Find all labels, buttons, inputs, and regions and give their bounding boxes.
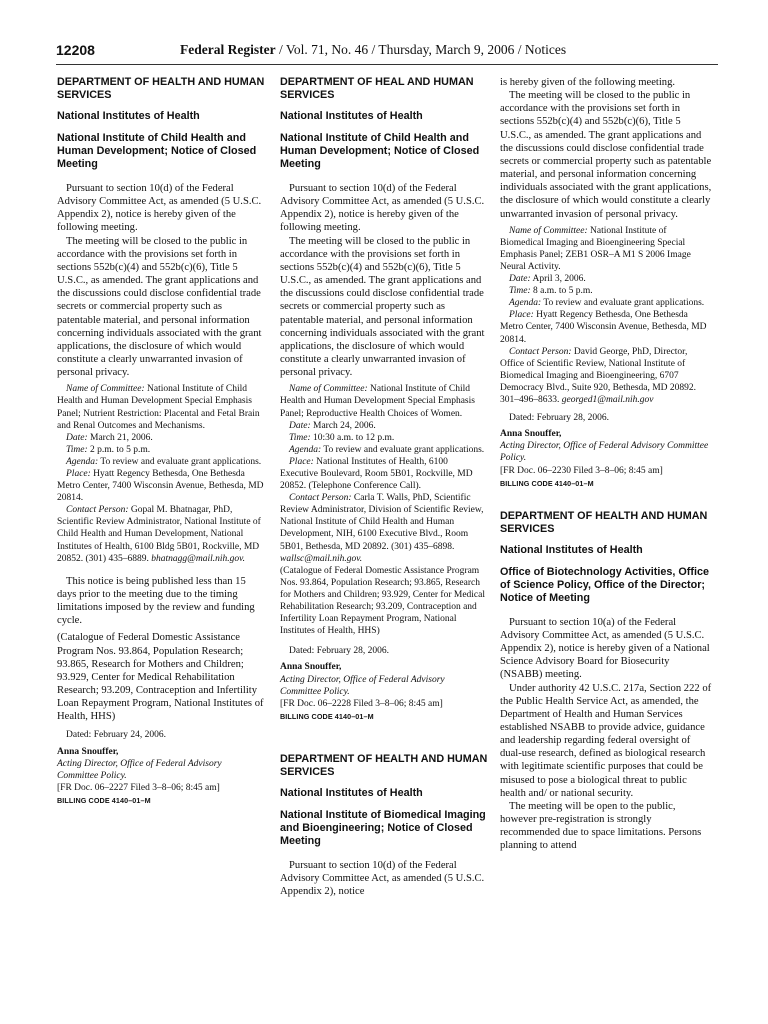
department-heading: DEPARTMENT OF HEAL AND HUMAN SERVICES [280, 76, 474, 101]
body-paragraph: Pursuant to section 10(a) of the Federal Advisory Committee Act, as amended (5 U.S.C. Appendix 2), notice is hereby given of a National Science Advisory Board for Biosecurity (NSABB) meeting. [500, 616, 710, 681]
agency-heading: National Institutes of Health [280, 786, 423, 799]
department-heading: DEPARTMENT OF HEALTH AND HUMAN SERVICES [500, 509, 708, 535]
time-entry: Time: 8 a.m. to 5 p.m. [509, 286, 593, 297]
committee-entry: Name of Committee: National Institute of Child Health and Human Development Special Emphasis Panel; Nutrient Restriction: Placental and Fetal Brain and Renal Outcomes and Mechanisms. [57, 384, 260, 431]
place-entry: Place: National Institutes of Health, 6100 Executive Boulevard, Room 5B01, Rockville, MD 20852. (Telephone Conference Call). [280, 456, 473, 492]
date-entry: Date: March 24, 2006. [289, 420, 376, 431]
body-paragraph: The meeting will be closed to the public in accordance with the provisions set forth in sections 552b(c)(4) and 552b(c)(6), Title 5 U.S.C., as amended. The grant applications and the discussions could disclose confidential trade secrets or commercial property such as patentable material, and personal information concerning individuals associated with the grant applications, the disclosure of which would constitute a clearly unwarranted invasion of personal privacy. [500, 90, 712, 220]
catalogue-paragraph: (Catalogue of Federal Domestic Assistance Program Nos. 93.864, Population Research; 93.865, Research for Mothers and Children; 93.929, Center for Medical Rehabilitation Research; 93.209, Contraception and Infertility Loan Repayment Program, National Institutes of Health, HHS) [280, 565, 485, 637]
billing-code: BILLING CODE 4140–01–M [280, 711, 374, 721]
date-entry: Date: April 3, 2006. [509, 274, 586, 285]
dated-line: Dated: February 24, 2006. [66, 730, 166, 741]
dated-line: Dated: February 28, 2006. [289, 646, 389, 657]
late-notice-paragraph: This notice is being published less than 15 days prior to the meeting due to the timing limitations imposed by the review and funding cycle. [57, 575, 255, 627]
contact-email: georged1@mail.nih.gov [561, 395, 654, 406]
place-entry: Place: Hyatt Regency Bethesda, One Bethesda Metro Center, 7400 Wisconsin Avenue, Bethesda, MD 20814. [57, 469, 264, 504]
page-number: 12208 [56, 42, 95, 58]
column-3 [500, 76, 712, 853]
body-paragraph: Pursuant to section 10(d) of the Federal Advisory Committee Act, as amended (5 U.S.C. Appendix 2), notice [280, 859, 485, 898]
time-entry: Time: 2 p.m. to 5 p.m. [66, 444, 151, 455]
body-paragraph: The meeting will be open to the public, however pre-registration is strongly recommended due to space limitations. Persons planning to attend [500, 800, 702, 852]
column-1 [57, 76, 265, 807]
agency-heading: National Institutes of Health [280, 110, 423, 122]
subject-heading: National Institute of Child Health and Human Development; Notice of Closed Meeting [280, 132, 480, 170]
page-header [56, 40, 716, 62]
contact-entry: Contact Person: Gopal M. Bhatnagar, PhD, Scientific Review Administrator, National Institute of Child Health and Human Development, National Institutes of Health, 6100 Bldg 5B01, Rockville, MD 20852. (301) 435–6889. bhatnagg@mail.nih.gov. [57, 505, 261, 564]
contact-entry: Contact Person: Carla T. Walls, PhD, Scientific Review Administrator, Division of Scientific Review, National Institute of Child Health and Human Development, NIH, 6100 Executive Blvd., Room 5B01, Bethesda, MD 20892. (301) 435–6898. wallsc@mail.nih.gov. [280, 493, 484, 564]
subject-heading: National Institute of Child Health and Human Development; Notice of Closed Meeting [57, 132, 257, 170]
body-paragraph: The meeting will be closed to the public in accordance with the provisions set forth in sections 552b(c)(4) and 552b(c)(6), Title 5 U.S.C., as amended. The grant applications and the discussions could disclose confidential trade secrets or commercial property such as patentable material, and personal information concerning individuals associated with the grant applications, the disclosure of which would constitute a clearly unwarranted invasion of personal privacy. [280, 235, 485, 379]
fr-doc-line: [FR Doc. 06–2228 Filed 3–8–06; 8:45 am] [280, 698, 443, 709]
contact-entry: Contact Person: David George, PhD, Director, Office of Scientific Review, National Institute of Biomedical Imaging and Bioengineering, 6707 Democracy Blvd., Suite 920, Bethesda, MD 20892. 301–496–8633. georged1@mail.nih.gov [500, 346, 697, 406]
agenda-entry: Agenda: To review and evaluate grant applications. [509, 298, 705, 309]
agenda-entry: Agenda: To review and evaluate grant applications. [66, 456, 262, 467]
place-entry: Place: Hyatt Regency Bethesda, One Bethesda Metro Center, 7400 Wisconsin Avenue, Bethesda, MD 20814. [500, 310, 707, 345]
signer-name: Anna Snouffer, [280, 662, 342, 673]
dated-line: Dated: February 28, 2006. [509, 413, 609, 424]
fr-doc-line: [FR Doc. 06–2230 Filed 3–8–06; 8:45 am] [500, 465, 663, 476]
committee-entry: Name of Committee: National Institute of Child Health and Human Development Special Emphasis Panel; Reproductive Health Choices of Women. [280, 384, 475, 419]
department-heading: DEPARTMENT OF HEALTH AND HUMAN SERVICES [280, 752, 488, 778]
signer-title: Acting Director, Office of Federal Advisory Committee Policy. [500, 441, 709, 464]
register-name: Federal Register [180, 42, 276, 57]
signer-title: Acting Director, Office of Federal Advisory Committee Policy. [280, 674, 445, 697]
contact-email: wallsc@mail.nih.gov. [280, 553, 363, 564]
agenda-entry: Agenda: To review and evaluate grant applications. [289, 444, 485, 455]
agency-heading: National Institutes of Health [57, 110, 200, 122]
body-paragraph-continued: is hereby given of the following meeting. [500, 77, 676, 88]
time-entry: Time: 10:30 a.m. to 12 p.m. [289, 432, 395, 443]
subject-heading: Office of Biotechnology Activities, Office of Science Policy, Office of the Director; Notice of Meeting [500, 565, 709, 604]
agency-heading: National Institutes of Health [500, 543, 643, 556]
signer-name: Anna Snouffer, [500, 429, 562, 440]
department-heading: DEPARTMENT OF HEALTH AND HUMAN SERVICES [57, 76, 265, 101]
committee-entry: Name of Committee: National Institute of Biomedical Imaging and Bioengineering Special Emphasis Panel; ZEB1 OSR–A M1 S 2006 Image Neural Activity. [500, 225, 691, 272]
running-title [180, 40, 566, 60]
billing-code: BILLING CODE 4140–01–M [57, 795, 151, 805]
signer-title: Acting Director, Office of Federal Advisory Committee Policy. [57, 758, 222, 781]
body-paragraph: Pursuant to section 10(d) of the Federal Advisory Committee Act, as amended (5 U.S.C. Appendix 2), notice is hereby given of the following meeting. [57, 183, 262, 234]
date-entry: Date: March 21, 2006. [66, 432, 153, 443]
contact-email: bhatnagg@mail.nih.gov. [151, 553, 245, 564]
body-paragraph: The meeting will be closed to the public in accordance with the provisions set forth in sections 552b(c)(4) and 552b(c)(6), Title 5 U.S.C., as amended. The grant applications and the discussions could disclose confidential trade secrets or commercial property such as patentable material, and personal information concerning individuals associated with the grant applications, the disclosure of which would constitute a clearly unwarranted invasion of personal privacy. [57, 235, 262, 379]
billing-code: BILLING CODE 4140–01–M [500, 478, 594, 488]
body-paragraph: Under authority 42 U.S.C. 217a, Section 222 of the Public Health Service Act, as amended, the Department of Health and Human Services established NSABB to provide advice, guidance and leadership regarding federal oversight of dual-use research, defined as biological research with legitimate scientific purposes that could be misused to pose a biological threat to public health and/ or national security. [500, 682, 712, 799]
fr-doc-line: [FR Doc. 06–2227 Filed 3–8–06; 8:45 am] [57, 782, 220, 793]
signer-name: Anna Snouffer, [57, 746, 119, 757]
column-2 [280, 76, 488, 898]
catalogue-paragraph: (Catalogue of Federal Domestic Assistance Program Nos. 93.864, Population Research; 93.865, Research for Mothers and Children; 93.929, Center for Medical Rehabilitation Research; 93.209, Contraception and Infertility Loan Repayment Program, National Institutes of Health, HHS) [57, 632, 264, 723]
issue-citation: / Vol. 71, No. 46 / Thursday, March 9, 2006 / Notices [275, 42, 567, 57]
subject-heading: National Institute of Biomedical Imaging and Bioengineering; Notice of Closed Meeting [280, 808, 486, 847]
body-paragraph: Pursuant to section 10(d) of the Federal Advisory Committee Act, as amended (5 U.S.C. Appendix 2), notice is hereby given of the following meeting. [280, 183, 485, 234]
header-rule [56, 64, 718, 65]
